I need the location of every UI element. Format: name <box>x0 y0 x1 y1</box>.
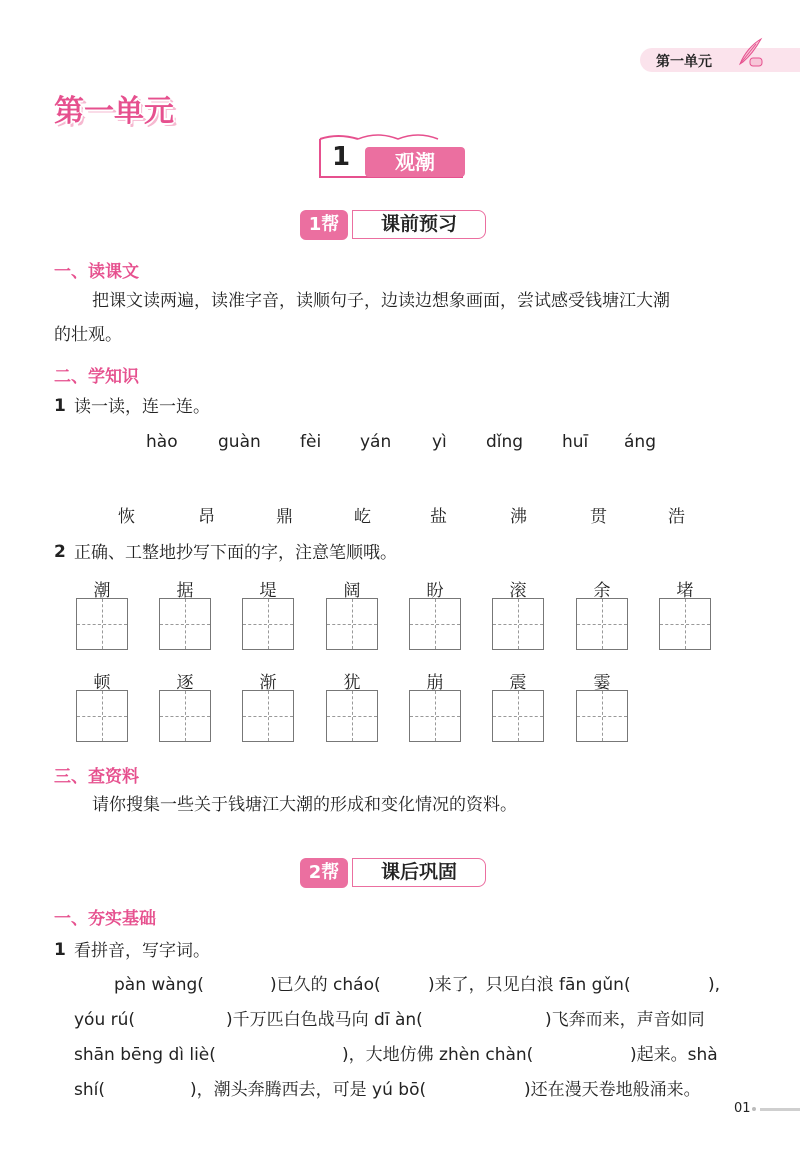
writing-grid-box[interactable] <box>576 690 628 742</box>
copy-char: 犹 <box>343 673 361 693</box>
copy-char: 据 <box>176 581 194 601</box>
writing-grid-box[interactable] <box>159 598 211 650</box>
writing-grid-box[interactable] <box>492 598 544 650</box>
writing-grid-box[interactable] <box>409 690 461 742</box>
fill-text: )千万匹白色战马向 dī àn( <box>226 1010 423 1030</box>
writing-grid-box[interactable] <box>242 690 294 742</box>
question-number: 2 <box>54 542 66 562</box>
hanzi-item: 昂 <box>198 507 215 527</box>
fill-text: )还在漫天卷地般涌来。 <box>524 1080 701 1100</box>
fill-text: )，大地仿佛 zhèn chàn( <box>342 1045 534 1065</box>
question-number: 1 <box>54 940 66 960</box>
fill-text: shān bēng dì liè( <box>74 1045 216 1065</box>
fill-text: )起来。shà <box>630 1045 718 1065</box>
question-number: 1 <box>54 396 66 416</box>
hanzi-item: 贯 <box>590 507 607 527</box>
fill-text: shí( <box>74 1080 105 1100</box>
pinyin-item: guàn <box>218 432 261 452</box>
page-number-dot <box>752 1107 756 1111</box>
fill-text: ), <box>708 975 721 995</box>
copy-char: 潮 <box>93 581 111 601</box>
copy-char: 崩 <box>426 673 444 693</box>
fill-text: pàn wàng( <box>114 975 204 995</box>
lesson-number: 1 <box>332 142 351 172</box>
question-text: 看拼音，写字词。 <box>74 941 210 961</box>
heading-learn-knowledge: 二、学知识 <box>54 367 139 387</box>
writing-grid-box[interactable] <box>659 598 711 650</box>
hanzi-item: 恢 <box>118 507 135 527</box>
writing-grid-box[interactable] <box>76 690 128 742</box>
paragraph-line: 把课文读两遍，读准字音，读顺句子，边读边想象画面，尝试感受钱塘江大潮 <box>92 291 670 311</box>
fill-text: )来了，只见白浪 fān gǔn( <box>428 975 631 995</box>
header-unit-label: 第一单元 <box>656 54 712 70</box>
writing-grid-box[interactable] <box>159 690 211 742</box>
pinyin-item: yì <box>432 432 447 452</box>
writing-grid-box[interactable] <box>409 598 461 650</box>
copy-char: 阔 <box>343 581 361 601</box>
question-text: 读一读，连一连。 <box>74 397 210 417</box>
copy-char: 逐 <box>176 673 194 693</box>
fill-text: )飞奔而来，声音如同 <box>545 1010 705 1030</box>
writing-grid-box[interactable] <box>492 690 544 742</box>
pinyin-item: dǐng <box>486 432 524 452</box>
copy-char: 堵 <box>676 581 694 601</box>
hanzi-item: 盐 <box>430 507 447 527</box>
copy-char: 霎 <box>593 673 611 693</box>
copy-char: 余 <box>593 581 611 601</box>
question-text: 正确、工整地抄写下面的字，注意笔顺哦。 <box>74 543 397 563</box>
heading-read-text: 一、读课文 <box>54 262 139 282</box>
copy-char: 滚 <box>509 581 527 601</box>
hanzi-item: 沸 <box>510 507 527 527</box>
pinyin-item: huī <box>562 432 589 452</box>
section-tag: 1帮 <box>300 210 348 240</box>
pinyin-item: hào <box>146 432 178 452</box>
copy-char: 盼 <box>426 581 444 601</box>
page-number: 01 <box>734 1101 751 1116</box>
copy-char: 渐 <box>259 673 277 693</box>
hanzi-item: 鼎 <box>276 507 293 527</box>
page-number-line <box>760 1108 800 1111</box>
writing-grid-box[interactable] <box>326 690 378 742</box>
fill-text: )，潮头奔腾西去，可是 yú bō( <box>190 1080 427 1100</box>
heading-research: 三、查资料 <box>54 767 139 787</box>
hanzi-item: 浩 <box>668 507 685 527</box>
pinyin-item: áng <box>624 432 656 452</box>
writing-grid-box[interactable] <box>76 598 128 650</box>
writing-grid-box[interactable] <box>576 598 628 650</box>
pinyin-item: yán <box>360 432 392 452</box>
hanzi-item: 屹 <box>354 507 371 527</box>
section-tag: 2帮 <box>300 858 348 888</box>
copy-char: 堤 <box>259 581 277 601</box>
section-title: 课后巩固 <box>352 858 486 887</box>
unit-title: 第一单元 <box>54 94 174 129</box>
heading-basics: 一、夯实基础 <box>54 909 156 929</box>
fill-text: yóu rú( <box>74 1010 136 1030</box>
copy-char: 震 <box>509 673 527 693</box>
writing-grid-box[interactable] <box>326 598 378 650</box>
lesson-name: 观潮 <box>365 147 465 177</box>
feather-pen-icon <box>734 36 764 68</box>
fill-text: )已久的 cháo( <box>270 975 381 995</box>
paragraph-line: 的壮观。 <box>54 325 122 345</box>
writing-grid-box[interactable] <box>242 598 294 650</box>
pinyin-item: fèi <box>300 432 322 452</box>
paragraph-line: 请你搜集一些关于钱塘江大潮的形成和变化情况的资料。 <box>92 795 517 815</box>
section-title: 课前预习 <box>352 210 486 239</box>
copy-char: 顿 <box>93 673 111 693</box>
